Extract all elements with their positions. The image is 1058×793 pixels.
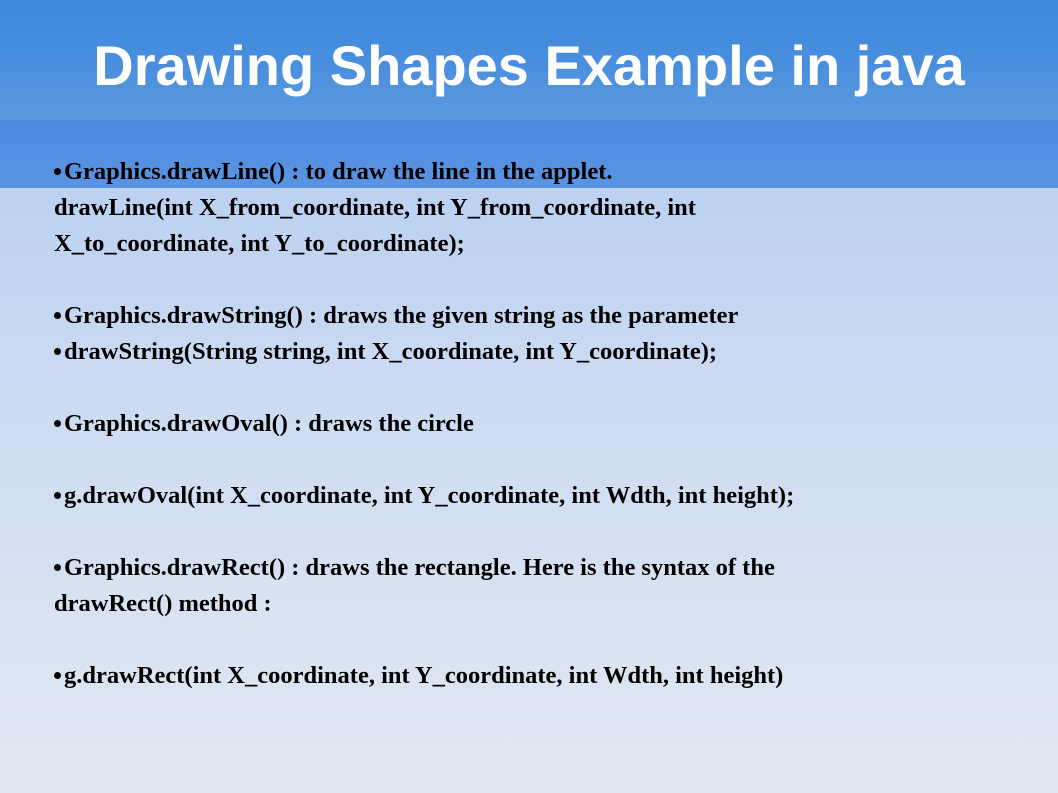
- bullet-dot-icon: [54, 492, 61, 499]
- list-item: Graphics.drawString() : draws the given string as the parameter: [54, 298, 1034, 334]
- list-item: drawString(String string, int X_coordinate, int Y_coordinate);: [54, 334, 1034, 370]
- bullet-dot-icon: [54, 312, 61, 319]
- slide-title: Drawing Shapes Example in java: [93, 34, 965, 97]
- list-item: Graphics.drawOval() : draws the circle: [54, 406, 1034, 442]
- slide-content: [54, 154, 1034, 694]
- list-item-continuation: drawRect() method :: [54, 590, 272, 617]
- list-item-continuation: X_to_coordinate, int Y_to_coordinate);: [54, 230, 465, 257]
- list-item: g.drawRect(int X_coordinate, int Y_coordinate, int Wdth, int height): [54, 658, 1034, 694]
- list-item: g.drawOval(int X_coordinate, int Y_coordinate, int Wdth, int height);: [54, 478, 1034, 514]
- bullet-dot-icon: [54, 564, 61, 571]
- list-item-continuation: drawLine(int X_from_coordinate, int Y_from_coordinate, int: [54, 194, 696, 221]
- bullet-dot-icon: [54, 672, 61, 679]
- bullet-dot-icon: [54, 168, 61, 175]
- bullet-dot-icon: [54, 348, 61, 355]
- list-item: Graphics.drawLine() : to draw the line in the applet.: [54, 154, 1034, 190]
- list-item: Graphics.drawRect() : draws the rectangle. Here is the syntax of the: [54, 550, 1034, 586]
- bullet-dot-icon: [54, 420, 61, 427]
